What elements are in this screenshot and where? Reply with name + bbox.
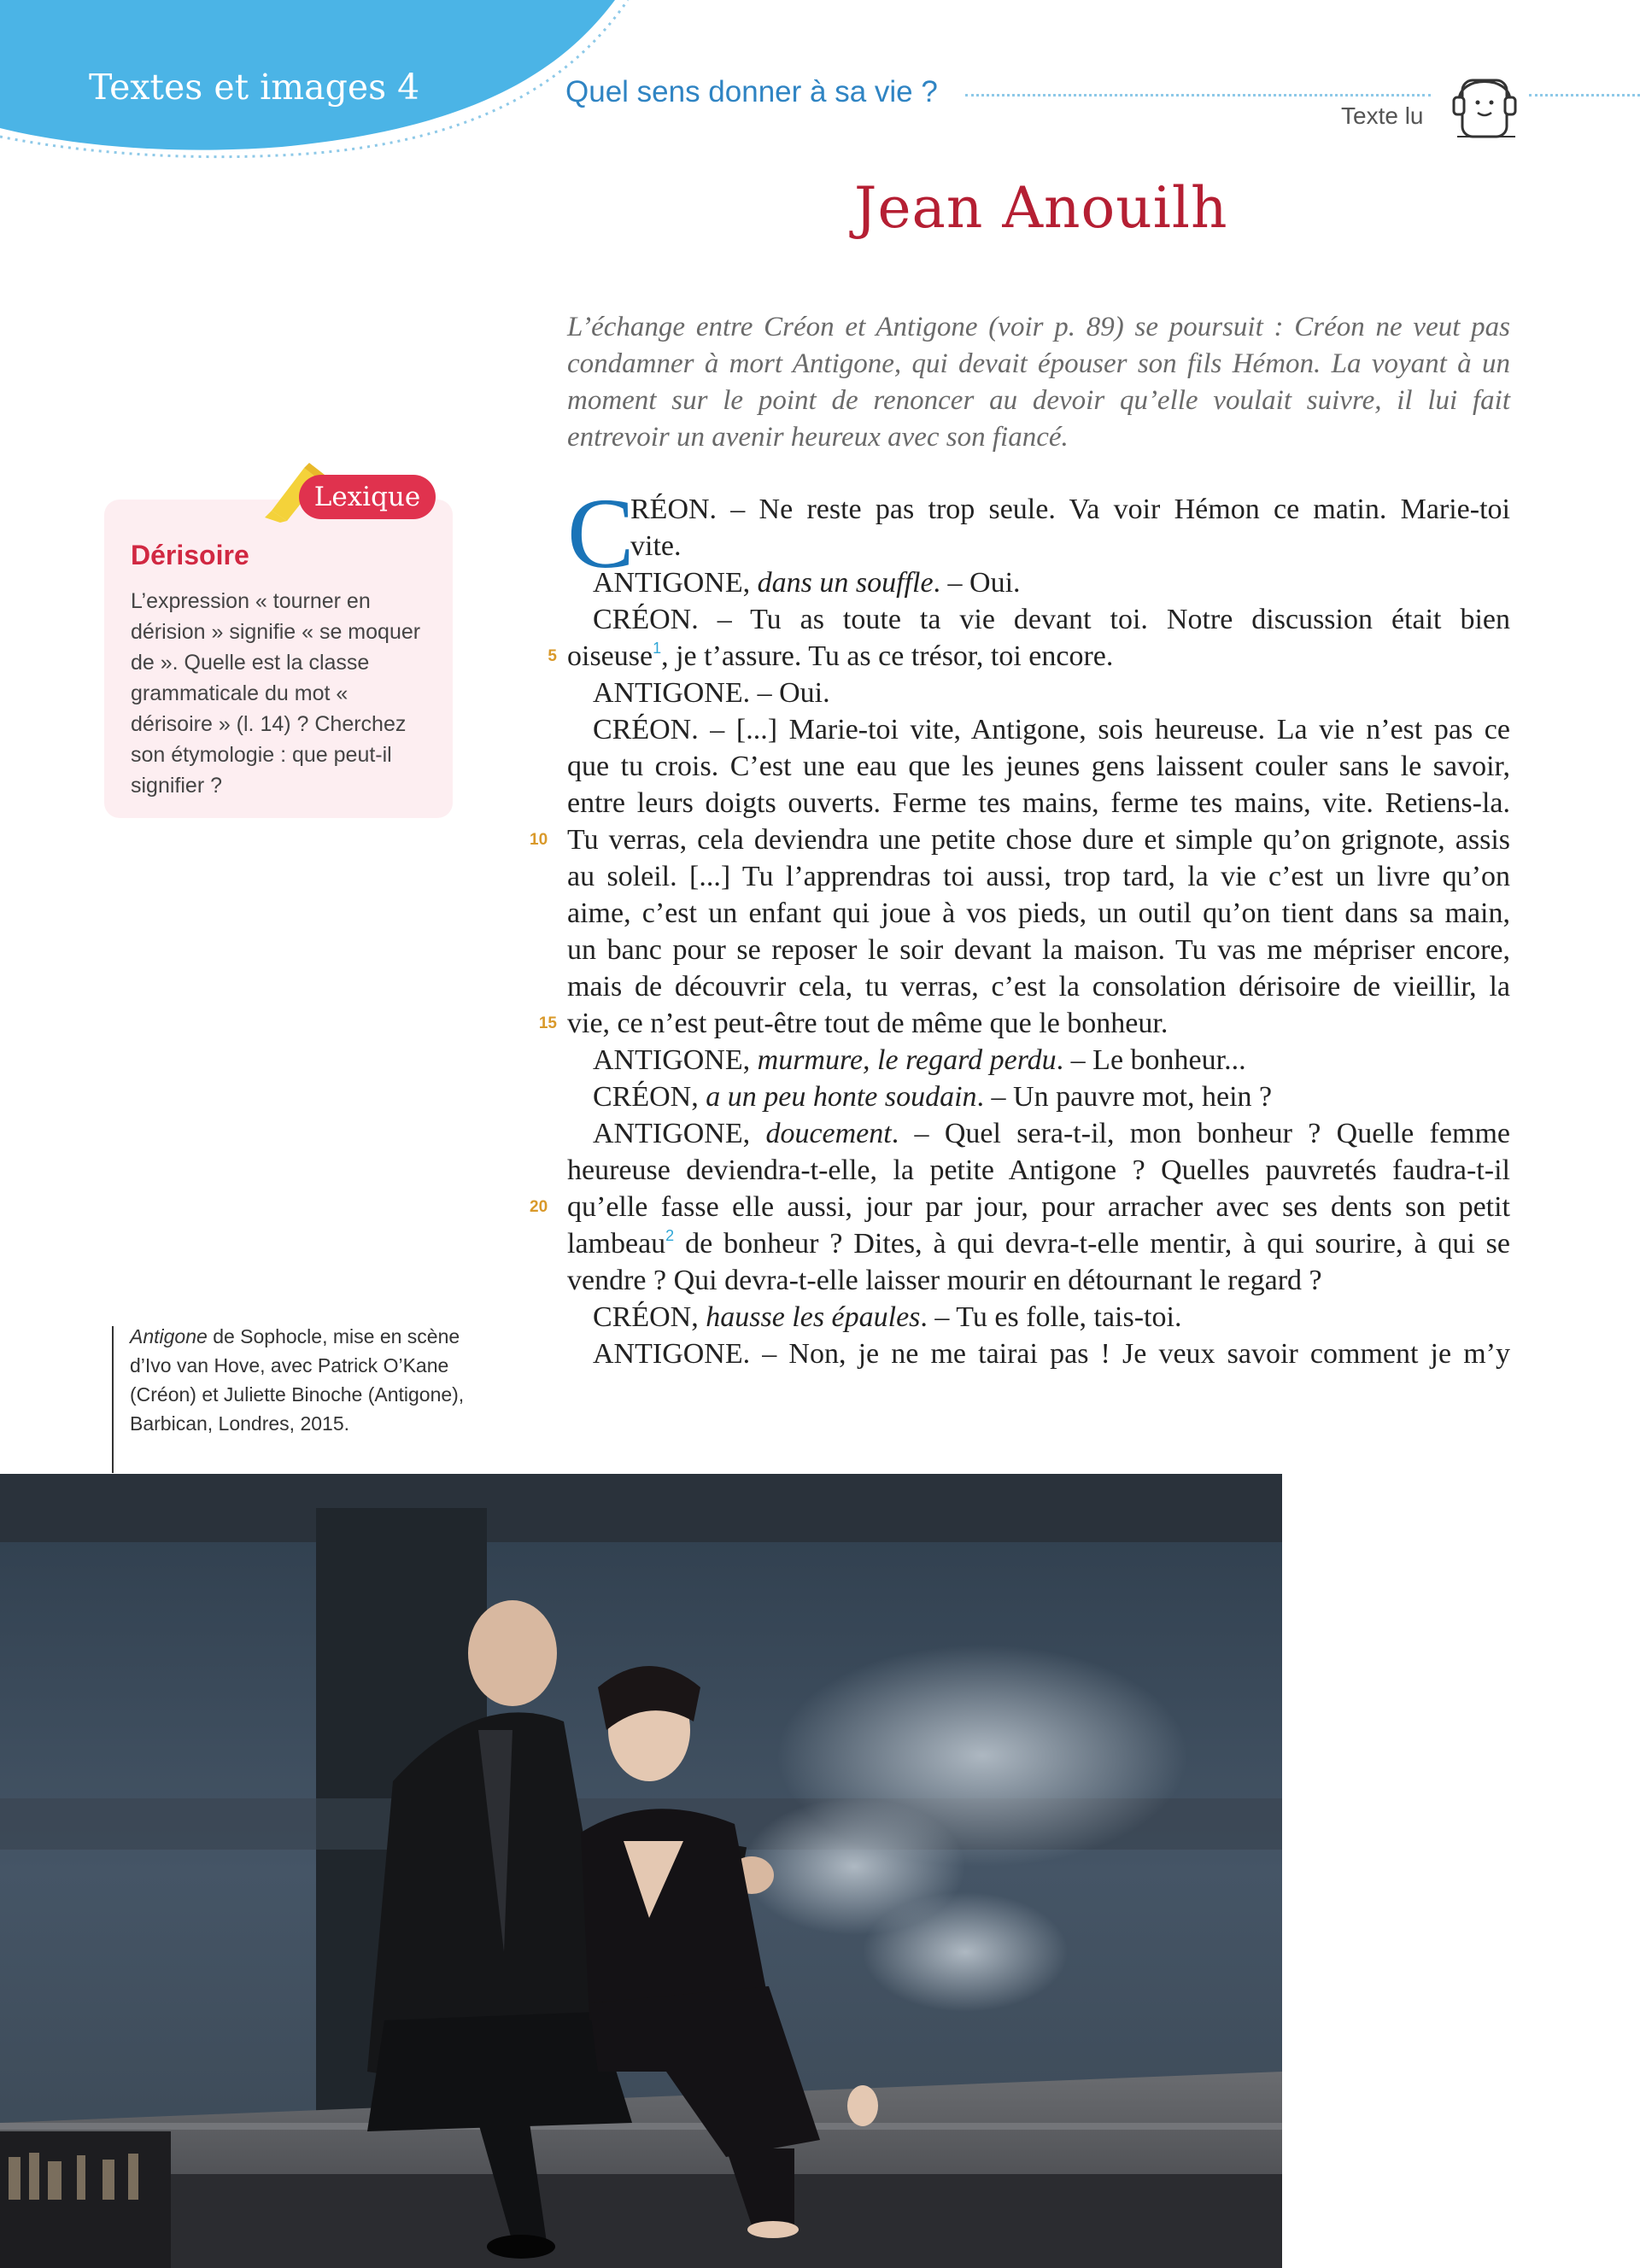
page-title: Jean Anouilh xyxy=(854,175,1228,241)
intro-paragraph: L’échange entre Créon et Antigone (voir p. 89) se poursuit : Créon ne veut pas condamner à mort Antigone, qui devait épouser son fils Hémon. La voyant à un moment sur le point de renoncer au devoir qu’elle voulait suivre, il lui fait entrevoir un avenir heureux avec son fiancé. xyxy=(567,312,1510,453)
drop-cap: C xyxy=(567,477,635,589)
text-line: 20 qu’elle fasse elle aussi, jour par jour, pour arracher avec ses dents son petit xyxy=(567,1189,1510,1225)
audio-label: Texte lu xyxy=(1341,102,1424,129)
text-line: CRÉON, hausse les épaules. – Tu es folle, tais-toi. xyxy=(593,1301,1182,1333)
footnote-ref[interactable]: 1 xyxy=(653,640,662,657)
lexique-text: L’expression « tourner en dérision » signifie « se moquer de ». Quelle est la classe grammaticale du mot « dérisoire » (l. 14) ? Cherchez son étymologie : que peut-il signifier ? xyxy=(131,589,421,798)
caption-rule xyxy=(112,1326,114,1473)
play-text xyxy=(530,477,1510,1372)
text-line: CRÉON. – Tu as toute ta vie devant toi. Notre discussion était bien xyxy=(593,604,1510,635)
headphones-face-icon[interactable] xyxy=(1450,68,1519,145)
text-line: 10 Tu verras, cela deviendra une petite chose dure et simple qu’on grignote, assis xyxy=(567,821,1510,858)
line-number: 15 xyxy=(538,1014,557,1032)
text-line: lambeau$^2$ de bonheur ? Dites, à qui devra-t-elle mentir, à qui sourire, à qui se xyxy=(567,1227,1510,1260)
text-line: que tu crois. C’est une eau que les jeunes gens laissent couler sans le savoir, xyxy=(567,751,1510,782)
text-line: 15 vie, ce n’est peut-être tout de même que le bonheur. xyxy=(567,1005,1510,1042)
photo-caption: Antigone de Sophocle, mise en scène d’Ivo van Hove, avec Patrick O’Kane (Créon) et Juliette Binoche (Antigone), Barbican, Londres, 2015. xyxy=(130,1325,465,1435)
text-line: mais de découvrir cela, tu verras, c’est la consolation dérisoire de vieillir, la xyxy=(567,971,1510,1002)
text-line: un banc pour se reposer le soir devant la maison. Tu vas me mépriser encore, xyxy=(567,934,1510,966)
theme-question: Quel sens donner à sa vie ? xyxy=(565,75,938,108)
line-number: 20 xyxy=(530,1198,548,1216)
lexique-tab: Lexique xyxy=(299,475,436,519)
stage-direction: doucement xyxy=(765,1118,892,1149)
text-line: au soleil. [...] Tu l’apprendras toi aussi, trop tard, la vie c’est un livre qu’on xyxy=(567,861,1510,892)
stage-photo xyxy=(0,1474,1282,2268)
text-line: vendre ? Qui devra-t-elle laisser mourir en détournant le regard ? xyxy=(567,1265,1322,1296)
stage-direction: murmure, le regard perdu xyxy=(757,1044,1057,1076)
text-line: ANTIGONE, doucement. – Quel sera-t-il, mon bonheur ? Quelle femme xyxy=(593,1118,1510,1149)
stage-direction: hausse les épaules xyxy=(706,1301,921,1333)
text-line: RÉON. – Ne reste pas trop seule. Va voir Hémon ce matin. Marie-toi xyxy=(630,494,1510,525)
text-line: CRÉON. – [...] Marie-toi vite, Antigone, sois heureuse. La vie n’est pas ce xyxy=(593,714,1510,745)
text-line: ANTIGONE, dans un souffle. – Oui. xyxy=(593,567,1021,599)
dotted-rule xyxy=(1529,94,1640,96)
dotted-rule xyxy=(965,94,1431,96)
line-number: 5 xyxy=(548,647,557,665)
text-line: ANTIGONE. – Non, je ne me tairai pas ! Je veux savoir comment je m’y xyxy=(593,1338,1510,1370)
footnote-ref[interactable]: 2 xyxy=(665,1227,675,1244)
text-line: aime, c’est un enfant qui joue à vos pieds, un outil qu’on tient dans sa main, xyxy=(567,897,1510,929)
text-line: heureuse deviendra-t-elle, la petite Antigone ? Quelles pauvretés faudra-t-il xyxy=(567,1154,1510,1186)
text-line: 5 oiseuse$^1$, je t’assure. Tu as ce trésor, toi encore. xyxy=(567,638,1510,675)
stage-direction: a un peu honte soudain xyxy=(706,1081,977,1113)
section-tag: Textes et images 4 xyxy=(89,67,420,108)
lexique-word: Dérisoire xyxy=(131,540,249,570)
text-line: entre leurs doigts ouverts. Ferme tes mains, ferme tes mains, vite. Retiens-la. xyxy=(567,787,1510,819)
text-line: CRÉON, a un peu honte soudain. – Un pauvre mot, hein ? xyxy=(593,1081,1273,1113)
text-line: vite. xyxy=(630,530,682,562)
text-line: ANTIGONE, murmure, le regard perdu. – Le bonheur... xyxy=(593,1044,1246,1076)
stage-direction: dans un souffle xyxy=(757,567,934,599)
text-line: ANTIGONE. – Oui. xyxy=(593,677,830,709)
line-number: 10 xyxy=(530,831,548,849)
